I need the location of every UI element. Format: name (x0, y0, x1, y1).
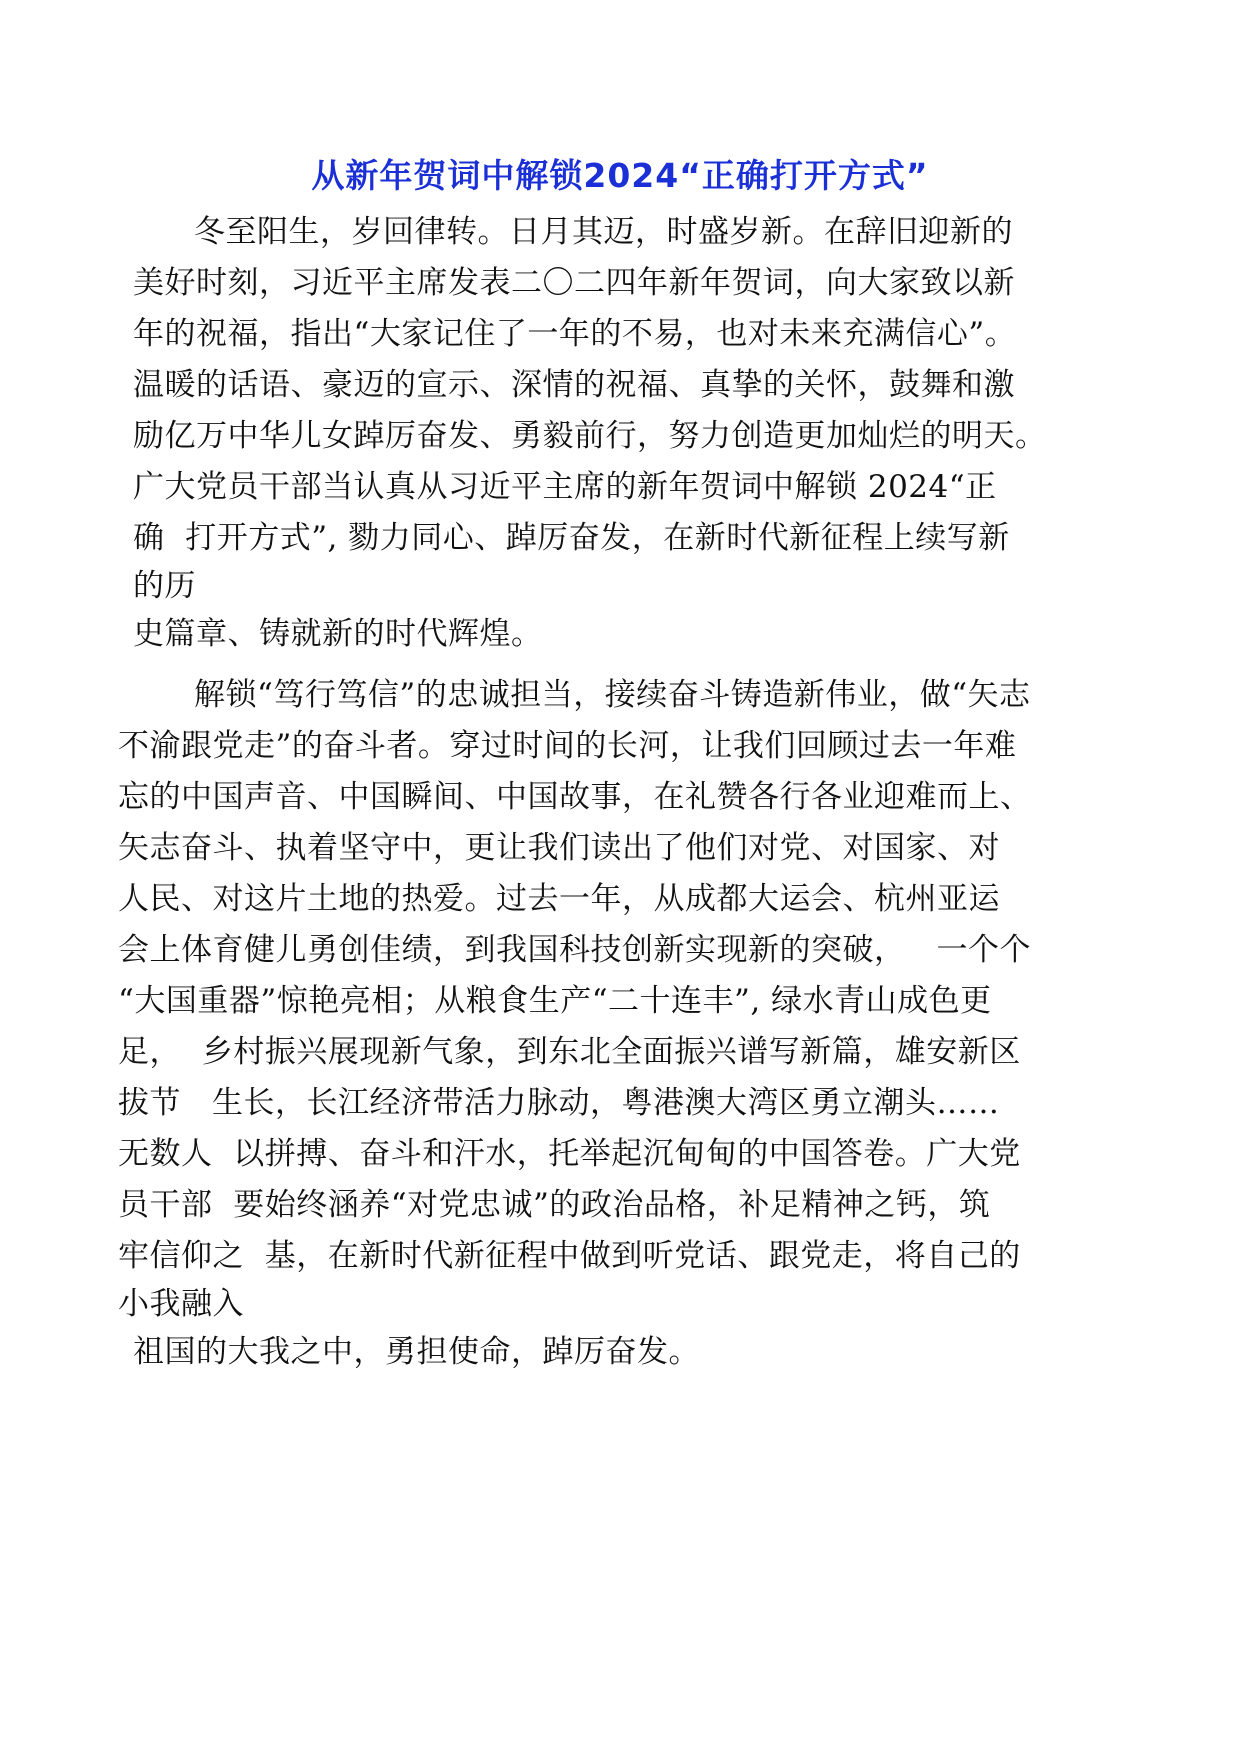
paragraph-2-line-13: 小我融入 (118, 1286, 244, 1322)
paragraph-1-line-2: 美好时刻，习近平主席发表二〇二四年新年贺词，向大家致以新 (133, 265, 1015, 301)
paragraph-2-line-11: 员干部 要始终涵养“对党忠诚”的政治品格，补足精神之钙，筑 (118, 1187, 991, 1223)
paragraph-1-line-8: 的历 (133, 568, 196, 604)
paragraph-1-line-6: 广大党员干部当认真从习近平主席的新年贺词中解锁 2024“正 (133, 469, 997, 505)
paragraph-2-line-7: “大国重器”惊艳亮相；从粮食生产“二十连丰”, 绿水青山成色更 (118, 983, 992, 1019)
paragraph-1-line-3: 年的祝福，指出“大家记住了一年的不易，也对未来充满信心”。 (133, 316, 1017, 352)
paragraph-2-line-14: 祖国的大我之中，勇担使命，踔厉奋发。 (133, 1334, 700, 1370)
document-title: 从新年贺词中解锁2024“正确打开方式” (311, 156, 929, 195)
paragraph-2-line-12: 牢信仰之 基，在新时代新征程中做到听党话、跟党走，将自己的 (118, 1238, 1021, 1274)
paragraph-1-line-5: 励亿万中华儿女踔厉奋发、勇毅前行，努力创造更加灿烂的明天。 (133, 418, 1047, 454)
paragraph-2-line-10: 无数人 以拼搏、奋斗和汗水，托举起沉甸甸的中国答卷。广大党 (118, 1136, 1021, 1172)
paragraph-2-line-9: 拔节 生长，长江经济带活力脉动，粤港澳大湾区勇立潮头…… (118, 1085, 1000, 1121)
paragraph-2-line-5: 人民、对这片土地的热爱。过去一年，从成都大运会、杭州亚运 (118, 881, 1000, 917)
paragraph-2-line-8: 足， 乡村振兴展现新气象，到东北全面振兴谱写新篇，雄安新区 (118, 1034, 1021, 1070)
paragraph-2-line-1: 解锁“笃行笃信”的忠诚担当，接续奋斗铸造新伟业，做“矢志 (194, 677, 1031, 713)
paragraph-1-line-4: 温暖的话语、豪迈的宣示、深情的祝福、真挚的关怀，鼓舞和激 (133, 367, 1015, 403)
paragraph-1-line-1: 冬至阳生，岁回律转。日月其迈，时盛岁新。在辞旧迎新的 (194, 214, 1013, 250)
paragraph-1-line-7: 确 打开方式”, 勠力同心、踔厉奋发，在新时代新征程上续写新 (133, 520, 1010, 556)
paragraph-2-line-6: 会上体育健儿勇创佳绩，到我国科技创新实现新的突破， 一个个 (118, 932, 1032, 968)
paragraph-1-line-9: 史篇章、铸就新的时代辉煌。 (133, 616, 543, 652)
paragraph-2-line-3: 忘的中国声音、中国瞬间、中国故事，在礼赞各行各业迎难而上、 (118, 779, 1032, 815)
paragraph-2-line-4: 矢志奋斗、执着坚守中，更让我们读出了他们对党、对国家、对 (118, 830, 1000, 866)
paragraph-2-line-2: 不渝跟党走”的奋斗者。穿过时间的长河，让我们回顾过去一年难 (118, 728, 1017, 764)
